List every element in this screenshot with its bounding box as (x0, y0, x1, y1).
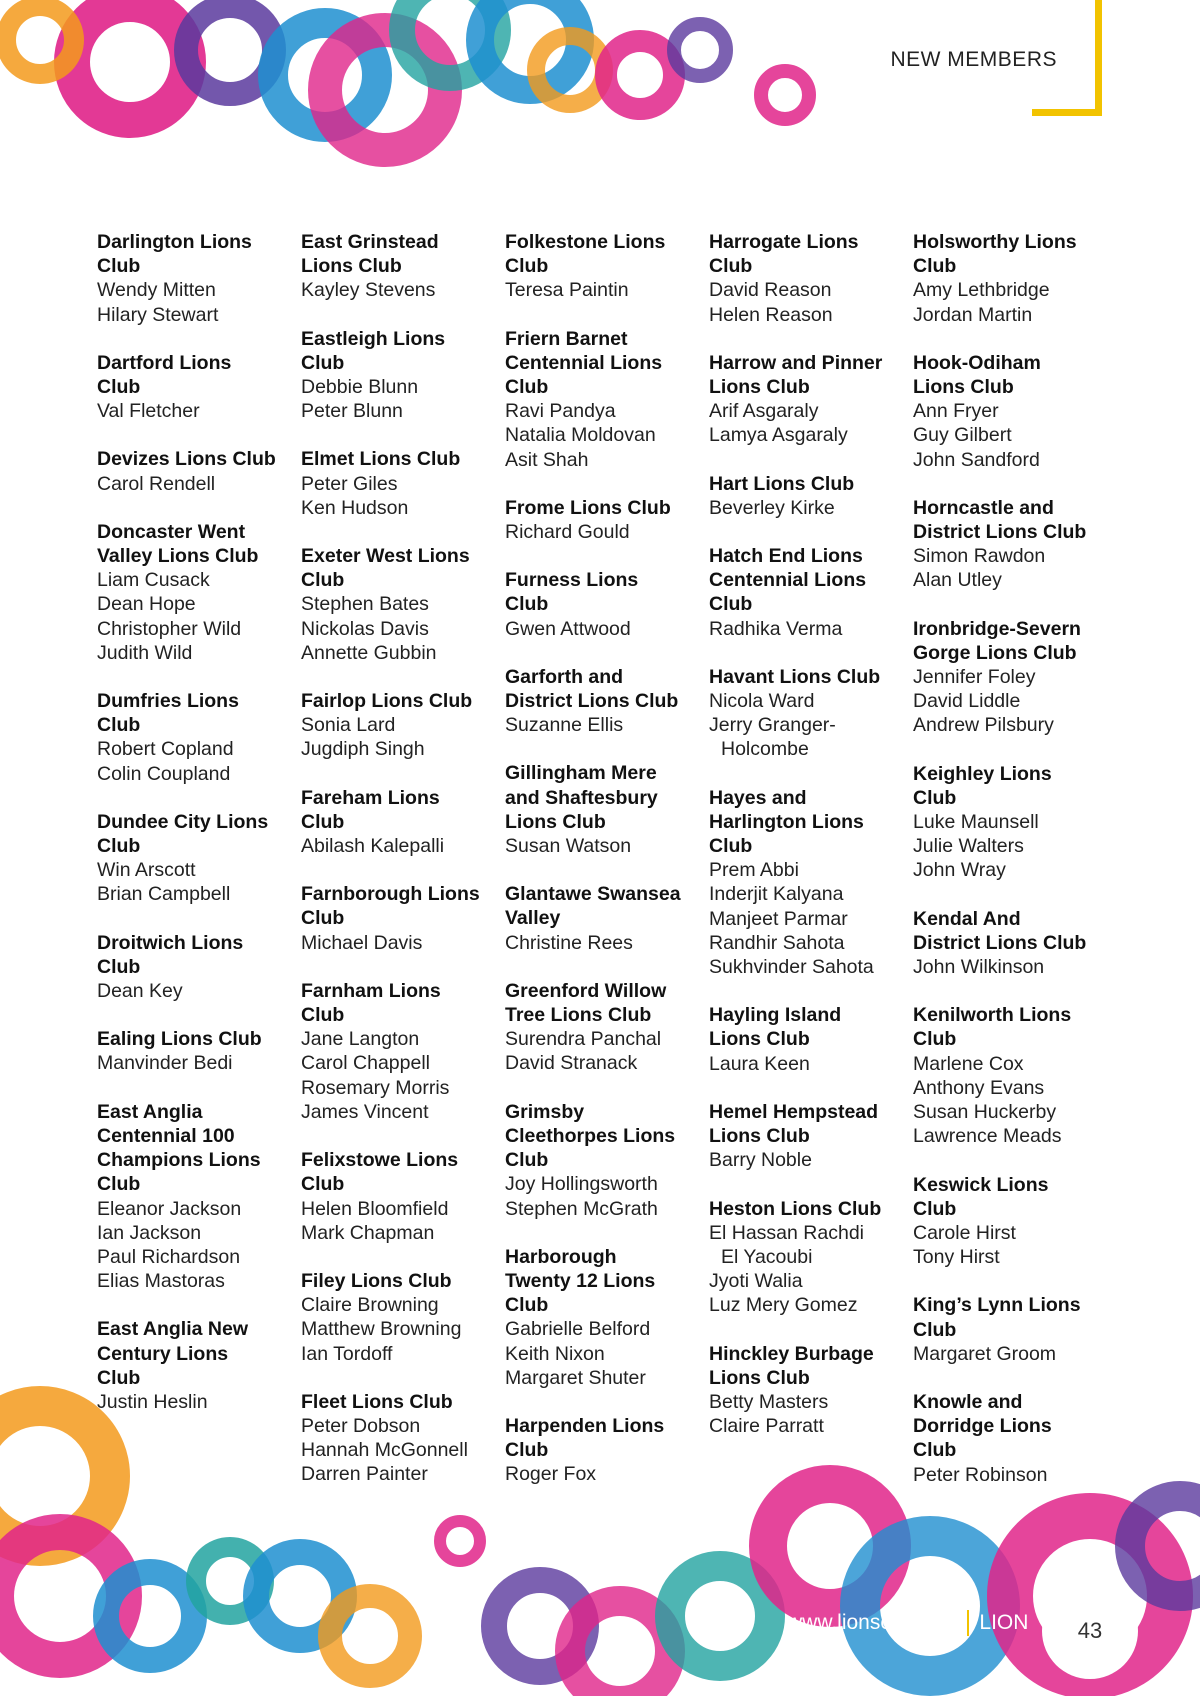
club-name: Tree Lions Club (505, 1004, 652, 1027)
footer-website[interactable]: www.lionsclubs.co (787, 1611, 958, 1634)
club-entry (301, 1148, 505, 1245)
member-name: Wendy Mitten (97, 279, 216, 302)
club-entry (301, 544, 505, 665)
club-name: Doncaster Went (97, 520, 246, 543)
club-name: Club (505, 255, 549, 278)
member-name: Kayley Stevens (301, 279, 436, 302)
member-name: Stephen Bates (301, 593, 429, 616)
member-name: Hannah McGonnell (301, 1439, 468, 1462)
club-entry (505, 665, 709, 738)
club-entry (97, 520, 301, 665)
member-name: El Hassan Rachdi (709, 1221, 864, 1244)
club-entry (301, 786, 505, 859)
column-4 (709, 230, 913, 1511)
club-name: Harborough (505, 1245, 617, 1268)
member-name: Dean Key (97, 980, 183, 1003)
member-name: Radhika Verma (709, 617, 843, 640)
club-name: Harrow and Pinner (709, 351, 883, 374)
club-name: Felixstowe Lions (301, 1149, 459, 1172)
club-name: District Lions Club (913, 931, 1087, 954)
club-entry (709, 665, 913, 762)
member-name: Win Arscott (97, 859, 196, 882)
page-number: 43 (1077, 1618, 1103, 1643)
club-name: Club (301, 907, 345, 930)
member-name: Debbie Blunn (301, 376, 419, 399)
club-name: Club (505, 376, 549, 399)
column-5 (913, 230, 1117, 1511)
club-name: Club (301, 810, 345, 833)
member-name: Carol Rendell (97, 472, 216, 495)
club-name: Grimsby (505, 1100, 585, 1123)
member-name: Ann Fryer (913, 400, 999, 423)
club-entry (505, 496, 709, 544)
club-name: and Shaftesbury (505, 786, 658, 809)
club-name: Club (97, 376, 141, 399)
club-name: Keswick Lions (913, 1173, 1049, 1196)
member-name: David Liddle (913, 690, 1021, 713)
club-entry (97, 351, 301, 424)
member-name: Alan Utley (913, 569, 1002, 592)
footer-divider (967, 1610, 969, 1636)
club-name: Valley (505, 907, 561, 930)
club-name: Lions Club (709, 376, 810, 399)
member-name: Eleanor Jackson (97, 1197, 242, 1220)
member-name: Sonia Lard (301, 714, 396, 737)
club-name: Valley Lions Club (97, 545, 259, 568)
member-name: David Reason (709, 279, 832, 302)
club-name: Havant Lions Club (709, 665, 881, 688)
club-name: Folkestone Lions (505, 231, 666, 253)
club-name: Lions Club (709, 1028, 810, 1051)
member-name: Tony Hirst (913, 1246, 1000, 1269)
club-name: Twenty 12 Lions (505, 1269, 656, 1292)
member-name: Jyoti Walia (709, 1270, 803, 1293)
club-entry (301, 979, 505, 1124)
member-name: Natalia Moldovan (505, 424, 656, 447)
member-name: Susan Huckerby (913, 1101, 1057, 1124)
club-name: Dundee City Lions (97, 810, 269, 833)
club-entry (97, 689, 301, 786)
member-name: Elias Mastoras (97, 1270, 225, 1293)
club-name: Club (913, 1439, 957, 1462)
club-entry (301, 230, 505, 303)
member-name: Peter Robinson (913, 1463, 1048, 1486)
member-name: Jennifer Foley (913, 666, 1036, 689)
member-name: Helen Bloomfield (301, 1197, 449, 1220)
member-name: Justin Heslin (97, 1390, 208, 1413)
club-name: Harrogate Lions (709, 231, 859, 253)
club-name: Club (913, 255, 957, 278)
club-name: District Lions Club (913, 521, 1087, 544)
club-name: Club (97, 835, 141, 858)
club-name: Club (97, 714, 141, 737)
club-entry (505, 882, 709, 955)
member-name: Richard Gould (505, 521, 630, 544)
club-name: Harpenden Lions (505, 1414, 665, 1437)
member-name: Jane Langton (301, 1028, 420, 1051)
member-name: Joy Hollingsworth (505, 1173, 658, 1196)
member-name: Peter Dobson (301, 1414, 421, 1437)
club-name: Hinckley Burbage (709, 1342, 874, 1365)
member-name: Betty Masters (709, 1390, 829, 1413)
club-name: Lions Club (709, 1366, 810, 1389)
club-entry (913, 762, 1117, 883)
member-name: Lamya Asgaraly (709, 424, 848, 447)
member-name: Colin Coupland (97, 762, 231, 785)
club-entry (505, 230, 709, 303)
club-name: Greenford Willow (505, 979, 667, 1002)
club-entry (301, 447, 505, 520)
club-name: Droitwich Lions (97, 931, 244, 954)
member-name: Abilash Kalepalli (301, 835, 445, 858)
club-name: Dumfries Lions (97, 690, 239, 713)
member-name: Claire Browning (301, 1294, 439, 1317)
member-name: Susan Watson (505, 835, 632, 858)
member-name: Luke Maunsell (913, 811, 1039, 834)
member-name: Guy Gilbert (913, 424, 1012, 447)
club-name: Club (97, 255, 141, 278)
club-name: Century Lions (97, 1342, 229, 1365)
club-name: Friern Barnet (505, 327, 628, 350)
club-name: Lions Club (913, 376, 1014, 399)
club-entry (97, 447, 301, 495)
member-name: John Sandford (913, 448, 1040, 471)
member-name: Stephen McGrath (505, 1197, 658, 1220)
club-name: Kendal And (913, 907, 1021, 930)
member-name: Christine Rees (505, 931, 633, 954)
club-name: East Anglia New (97, 1318, 248, 1341)
member-name: Beverley Kirke (709, 496, 835, 519)
club-name: Harlington Lions (709, 810, 864, 833)
member-name: Suzanne Ellis (505, 714, 624, 737)
club-name: Horncastle and (913, 496, 1054, 519)
member-name: Liam Cusack (97, 569, 210, 592)
club-name: Knowle and (913, 1390, 1023, 1413)
club-name: Hayes and (709, 786, 807, 809)
club-entry (709, 1197, 913, 1318)
member-name: Dean Hope (97, 593, 196, 616)
club-entry (709, 544, 913, 641)
club-name: East Anglia (97, 1100, 203, 1123)
club-name: Hatch End Lions (709, 545, 863, 568)
member-name: Peter Giles (301, 472, 398, 495)
member-name: Margaret Groom (913, 1342, 1057, 1365)
member-name: Rosemary Morris (301, 1076, 450, 1099)
club-entry (301, 689, 505, 762)
club-name: Ealing Lions Club (97, 1028, 262, 1051)
club-entry (505, 327, 709, 472)
club-name: Gorge Lions Club (913, 641, 1077, 664)
club-name: Club (301, 569, 345, 592)
club-name: Club (913, 1318, 957, 1341)
member-name: Ken Hudson (301, 496, 409, 519)
member-name: Brian Campbell (97, 883, 231, 906)
club-entry (913, 1293, 1117, 1366)
member-name: Inderjit Kalyana (709, 883, 844, 906)
member-name: Manvinder Bedi (97, 1052, 233, 1075)
club-name: Club (709, 835, 753, 858)
club-name: Club (97, 1173, 141, 1196)
club-entry (913, 1173, 1117, 1270)
club-entry (913, 496, 1117, 593)
club-name: Lions Club (505, 810, 606, 833)
member-name: Ian Jackson (97, 1221, 202, 1244)
member-name: Peter Blunn (301, 400, 403, 423)
club-name: Farnham Lions (301, 979, 441, 1002)
member-name: El Yacoubi (721, 1245, 813, 1268)
member-name: Asit Shah (505, 448, 589, 471)
club-name: Furness Lions (505, 569, 639, 592)
club-entry (97, 1100, 301, 1294)
club-name: Dartford Lions (97, 351, 232, 374)
club-entry (505, 1100, 709, 1221)
club-name: Kenilworth Lions (913, 1004, 1072, 1027)
club-name: Filey Lions Club (301, 1269, 452, 1292)
club-name: Lions Club (709, 1125, 810, 1148)
club-name: District Lions Club (505, 690, 679, 713)
club-name: Garforth and (505, 665, 624, 688)
club-name: Hemel Hempstead (709, 1100, 879, 1123)
member-name: Carole Hirst (913, 1221, 1016, 1244)
member-name: Prem Abbi (709, 859, 799, 882)
club-name: Devizes Lions Club (97, 448, 276, 471)
club-entry (913, 351, 1117, 472)
club-name: Club (301, 351, 345, 374)
member-columns (97, 230, 1117, 1511)
member-name: Surendra Panchal (505, 1028, 662, 1051)
member-name: Gabrielle Belford (505, 1318, 651, 1341)
club-name: Keighley Lions (913, 762, 1052, 785)
club-name: Dorridge Lions (913, 1415, 1052, 1438)
club-name: Club (505, 1439, 549, 1462)
club-name: Centennial 100 (97, 1124, 235, 1147)
member-name: Teresa Paintin (505, 279, 629, 302)
member-name: Claire Parratt (709, 1415, 824, 1438)
club-name: Cleethorpes Lions (505, 1124, 676, 1147)
member-name: Laura Keen (709, 1052, 810, 1075)
club-entry (97, 810, 301, 907)
member-name: Mark Chapman (301, 1221, 435, 1244)
member-name: John Wray (913, 859, 1006, 882)
club-name: Darlington Lions (97, 231, 252, 253)
decorative-circles-top (0, 0, 1200, 200)
footer-magazine-name: LION (979, 1611, 1029, 1634)
member-name: Paul Richardson (97, 1245, 241, 1268)
club-name: Eastleigh Lions (301, 327, 446, 350)
member-name: Barry Noble (709, 1149, 812, 1172)
column-1 (97, 230, 301, 1511)
club-name: Holsworthy Lions (913, 231, 1077, 253)
member-name: Randhir Sahota (709, 931, 845, 954)
member-name: Jerry Granger- (709, 714, 836, 737)
member-name: Helen Reason (709, 303, 833, 326)
club-name: Fareham Lions (301, 786, 440, 809)
club-name: Fairlop Lions Club (301, 690, 473, 713)
club-name: Ironbridge-Severn (913, 617, 1081, 640)
club-entry (913, 1003, 1117, 1148)
club-name: Club (709, 593, 753, 616)
club-name: Club (913, 1197, 957, 1220)
club-name: King’s Lynn Lions (913, 1294, 1081, 1317)
club-name: Club (505, 1149, 549, 1172)
member-name: Andrew Pilsbury (913, 714, 1054, 737)
member-name: Ian Tordoff (301, 1342, 393, 1365)
club-entry (913, 230, 1117, 327)
club-name: Club (505, 1294, 549, 1317)
member-name: Roger Fox (505, 1463, 597, 1486)
member-name: Amy Lethbridge (913, 279, 1050, 302)
member-name: John Wilkinson (913, 956, 1045, 979)
club-entry (709, 1003, 913, 1076)
club-entry (97, 931, 301, 1004)
club-name: Exeter West Lions (301, 545, 470, 568)
member-name: Jordan Martin (913, 303, 1033, 326)
club-entry (913, 617, 1117, 738)
club-entry (709, 1100, 913, 1173)
club-name: Club (709, 255, 753, 278)
section-label: NEW MEMBERS (890, 48, 1057, 71)
footer (787, 1610, 1028, 1636)
member-name: Keith Nixon (505, 1342, 605, 1365)
member-name: Gwen Attwood (505, 617, 631, 640)
member-name: Lawrence Meads (913, 1125, 1062, 1148)
member-name: Margaret Shuter (505, 1366, 646, 1389)
member-name: Marlene Cox (913, 1052, 1024, 1075)
club-name: Gillingham Mere (505, 762, 657, 785)
club-name: Hook-Odiham (913, 351, 1041, 374)
column-3 (505, 230, 709, 1511)
member-name: James Vincent (301, 1100, 429, 1123)
club-name: Club (301, 1173, 345, 1196)
club-entry (97, 230, 301, 327)
club-entry (709, 786, 913, 980)
member-name: Nicola Ward (709, 690, 815, 713)
member-name: Carol Chappell (301, 1052, 430, 1075)
club-name: Club (97, 1366, 141, 1389)
member-name: Arif Asgaraly (709, 400, 819, 423)
member-name: Anthony Evans (913, 1076, 1045, 1099)
club-name: Farnborough Lions (301, 883, 480, 906)
club-name: Glantawe Swansea (505, 883, 681, 906)
club-name: Club (505, 593, 549, 616)
club-entry (505, 761, 709, 858)
member-name: Annette Gubbin (301, 641, 437, 664)
club-entry (301, 1269, 505, 1366)
member-name: Robert Copland (97, 738, 234, 761)
club-name: Club (301, 1004, 345, 1027)
club-name: Champions Lions (97, 1149, 261, 1172)
club-entry (709, 351, 913, 448)
club-name: East Grinstead (301, 231, 439, 253)
member-name: Ravi Pandya (505, 400, 616, 423)
club-entry (913, 907, 1117, 980)
member-name: Holcombe (721, 738, 809, 761)
club-name: Club (913, 1028, 957, 1051)
member-name: Val Fletcher (97, 400, 200, 423)
club-name: Frome Lions Club (505, 496, 671, 519)
club-name: Lions Club (301, 255, 402, 278)
member-name: Manjeet Parmar (709, 907, 848, 930)
decorative-circles-bottom (0, 1366, 1200, 1696)
column-2 (301, 230, 505, 1511)
member-name: Hilary Stewart (97, 303, 219, 326)
club-name: Club (97, 955, 141, 978)
club-name: Hayling Island (709, 1004, 842, 1027)
member-name: Matthew Browning (301, 1318, 462, 1341)
club-entry (505, 979, 709, 1076)
member-name: Sukhvinder Sahota (709, 956, 874, 979)
club-name: Heston Lions Club (709, 1197, 882, 1220)
club-entry (709, 230, 913, 327)
member-name: Michael Davis (301, 931, 423, 954)
club-entry (301, 327, 505, 424)
member-name: David Stranack (505, 1052, 638, 1075)
member-name: Darren Painter (301, 1463, 428, 1486)
page-number-badge (1042, 1583, 1138, 1679)
club-entry (301, 882, 505, 955)
club-entry (505, 568, 709, 641)
club-name: Elmet Lions Club (301, 448, 461, 471)
member-name: Nickolas Davis (301, 617, 429, 640)
member-name: Jugdiph Singh (301, 738, 425, 761)
member-name: Luz Mery Gomez (709, 1294, 858, 1317)
member-name: Julie Walters (913, 835, 1024, 858)
club-name: Hart Lions Club (709, 472, 855, 495)
member-name: Judith Wild (97, 641, 193, 664)
member-name: Christopher Wild (97, 617, 242, 640)
member-name: Simon Rawdon (913, 545, 1046, 568)
club-name: Centennial Lions (505, 351, 663, 374)
club-entry (97, 1027, 301, 1075)
club-name: Club (913, 786, 957, 809)
club-name: Centennial Lions (709, 569, 867, 592)
club-entry (709, 472, 913, 520)
club-name: Fleet Lions Club (301, 1390, 453, 1413)
